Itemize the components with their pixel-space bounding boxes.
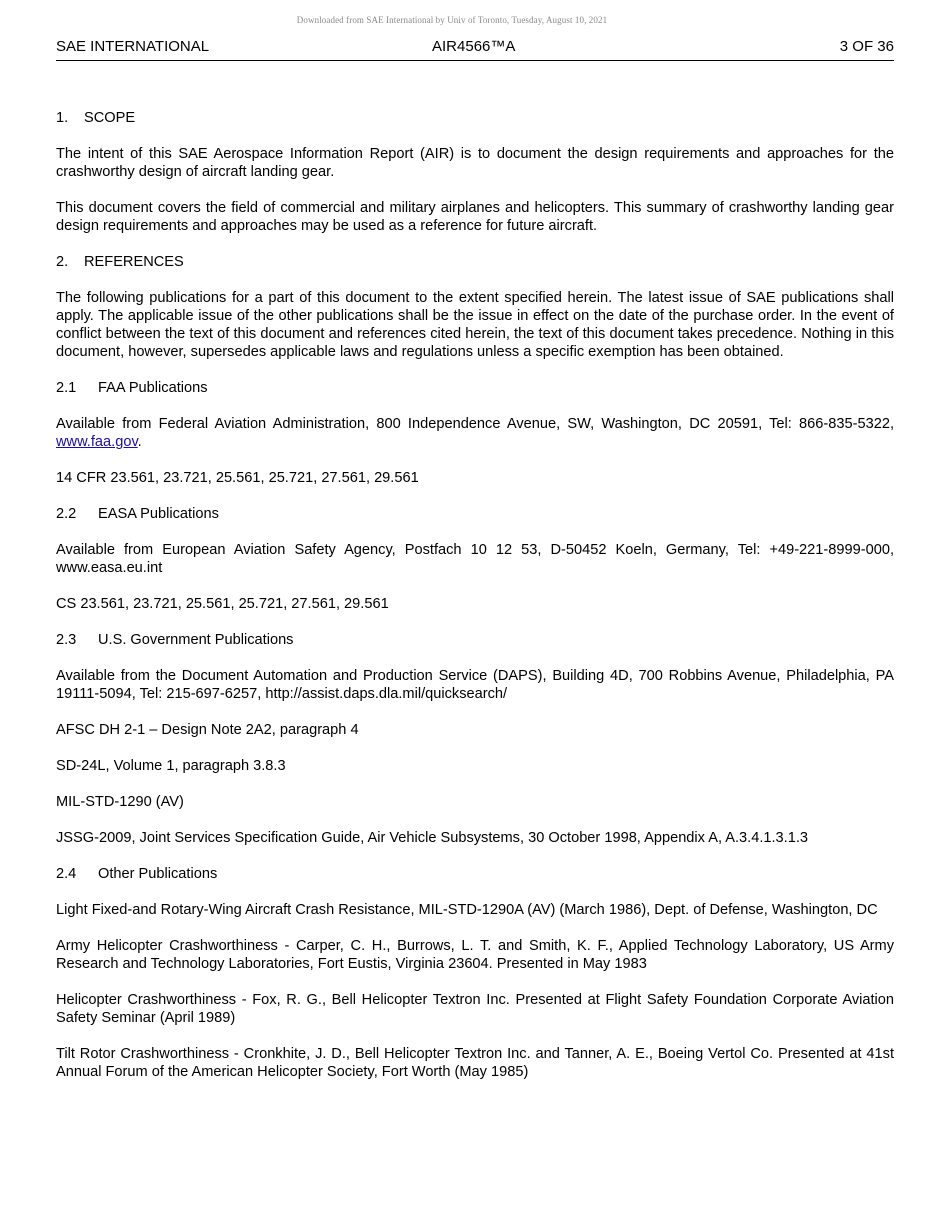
paragraph: The following publications for a part of this document to the extent specified herein. The latest issue of SAE publications shall apply. The applicable issue of the other publications shall be the issue in effect on the date of the purchase order. In the event of conflict between the text of this document and references cited herein, the text of this document takes precedence. Nothing in this document, however, supersedes applicable laws and regulations unless a specific exemption has been obtained.: [56, 290, 894, 360]
paragraph: The intent of this SAE Aerospace Information Report (AIR) is to document the design requirements and approaches for the crashworthy design of aircraft landing gear.: [56, 146, 894, 180]
subsection-heading-usgov: [56, 631, 894, 649]
subsection-heading-other: [56, 865, 894, 883]
subsection-heading-faa: [56, 379, 894, 397]
section-title: U.S. Government Publications: [98, 632, 294, 648]
reference-item: AFSC DH 2-1 – Design Note 2A2, paragraph 4: [56, 722, 359, 738]
paragraph: Available from European Aviation Safety Agency, Postfach 10 12 53, D-50452 Koeln, Germany, Tel: +49-221-8999-000, www.easa.eu.int: [56, 542, 894, 576]
section-number: 2.: [56, 254, 69, 270]
section-number: 2.2: [56, 506, 77, 522]
download-watermark: Downloaded from SAE International by Univ of Toronto, Tuesday, August 10, 2021: [296, 15, 608, 25]
section-title: REFERENCES: [84, 254, 184, 270]
section-number: 2.3: [56, 632, 77, 648]
reference-item: Army Helicopter Crashworthiness - Carper, C. H., Burrows, L. T. and Smith, K. F., Applied Technology Laboratory, US Army Research and Technology Laboratories, Fort Eustis, Virginia 23604. Presented in May 1983: [56, 938, 894, 972]
header-doc-id: AIR4566™A: [432, 38, 516, 55]
section-heading-references: [56, 253, 894, 271]
header-org: SAE INTERNATIONAL: [56, 38, 210, 55]
reference-item: 14 CFR 23.561, 23.721, 25.561, 25.721, 27.561, 29.561: [56, 470, 419, 486]
section-heading-scope: [56, 109, 894, 127]
section-number: 2.4: [56, 866, 77, 882]
reference-item: MIL-STD-1290 (AV): [56, 794, 184, 810]
section-number: 1.: [56, 110, 69, 126]
section-title: FAA Publications: [98, 380, 208, 396]
reference-item: Light Fixed-and Rotary-Wing Aircraft Crash Resistance, MIL-STD-1290A (AV) (March 1986), Dept. of Defense, Washington, DC: [56, 902, 878, 918]
page-header: [56, 38, 894, 61]
text: .: [137, 434, 142, 450]
section-title: Other Publications: [98, 866, 218, 882]
section-title: EASA Publications: [98, 506, 219, 522]
reference-item: Tilt Rotor Crashworthiness - Cronkhite, J. D., Bell Helicopter Textron Inc. and Tanner, A. E., Boeing Vertol Co. Presented at 41st Annual Forum of the American Helicopter Society, Fort Worth (May 1985): [56, 1046, 894, 1080]
paragraph-faa-availability: [56, 415, 894, 451]
paragraph: Available from the Document Automation and Production Service (DAPS), Building 4D, 700 Robbins Avenue, Philadelphia, PA 19111-5094, Tel: 215-697-6257, http://assist.daps.dla.mil/quicksearch/: [56, 668, 894, 702]
paragraph: This document covers the field of commercial and military airplanes and helicopters. This summary of crashworthy landing gear design requirements and approaches may be used as a reference for future aircraft.: [56, 200, 894, 234]
reference-item: CS 23.561, 23.721, 25.561, 25.721, 27.561, 29.561: [56, 596, 389, 612]
document-body: [56, 109, 894, 1099]
section-title: SCOPE: [84, 110, 136, 126]
header-page-number: 3 OF 36: [839, 38, 894, 55]
section-number: 2.1: [56, 380, 77, 396]
reference-item: JSSG-2009, Joint Services Specification Guide, Air Vehicle Subsystems, 30 October 1998, Appendix A, A.3.4.1.3.1.3: [56, 830, 809, 846]
subsection-heading-easa: [56, 505, 894, 523]
text: Available from Federal Aviation Administration, 800 Independence Avenue, SW, Washington, DC 20591, Tel: 866-835-5322,: [56, 416, 894, 432]
reference-item: SD-24L, Volume 1, paragraph 3.8.3: [56, 758, 286, 774]
reference-item: Helicopter Crashworthiness - Fox, R. G., Bell Helicopter Textron Inc. Presented at Flight Safety Foundation Corporate Aviation Safety Seminar (April 1989): [56, 992, 894, 1026]
faa-website-link[interactable]: www.faa.gov: [56, 434, 138, 450]
